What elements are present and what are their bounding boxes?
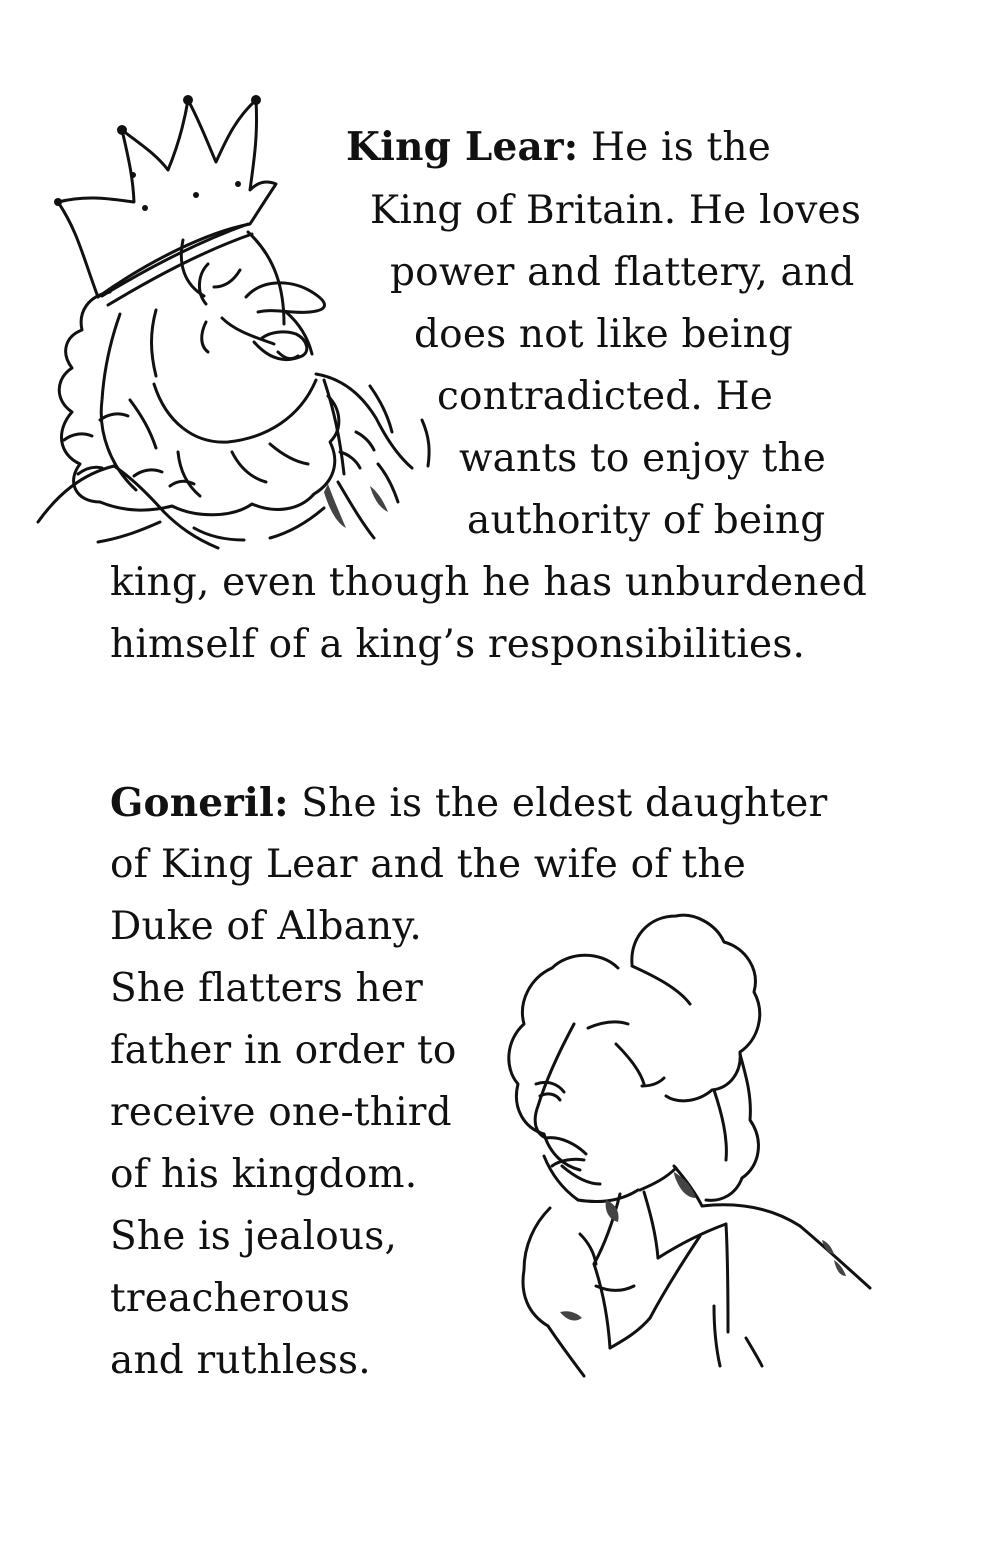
goneril-line-9: treacherous [110, 1276, 351, 1321]
goneril-line-2: of King Lear and the wife of the [110, 842, 747, 887]
goneril-line-8: She is jealous, [110, 1214, 398, 1259]
king-lear-description-start: He is the [578, 125, 772, 170]
goneril-line-3: Duke of Albany. [110, 904, 423, 949]
king-lear-line-4: does not like being [414, 312, 794, 357]
king-lear-term: King Lear: [346, 124, 579, 170]
goneril-line-4: She flatters her [110, 966, 423, 1011]
king-lear-line-8: king, even though he has unburdened [110, 560, 868, 605]
goneril-line-10: and ruthless. [110, 1338, 371, 1383]
goneril-line-6: receive one-third [110, 1090, 452, 1135]
goneril-line-1 [110, 780, 827, 827]
goneril-line-5: father in order to [110, 1028, 457, 1073]
king-lear-line-2: King of Britain. He loves [370, 188, 862, 233]
goneril-portrait-icon [490, 908, 886, 1388]
king-lear-line-5: contradicted. He [437, 374, 774, 419]
king-lear-line-7: authority of being [467, 498, 826, 543]
king-lear-line-9: himself of a king’s responsibilities. [110, 622, 806, 667]
king-lear-line-3: power and flattery, and [390, 250, 855, 295]
goneril-line-7: of his kingdom. [110, 1152, 418, 1197]
goneril-term: Goneril: [110, 780, 289, 826]
king-lear-line-1 [346, 124, 771, 171]
king-lear-line-6: wants to enjoy the [459, 436, 827, 481]
goneril-description-start: She is the eldest daughter [288, 781, 828, 826]
